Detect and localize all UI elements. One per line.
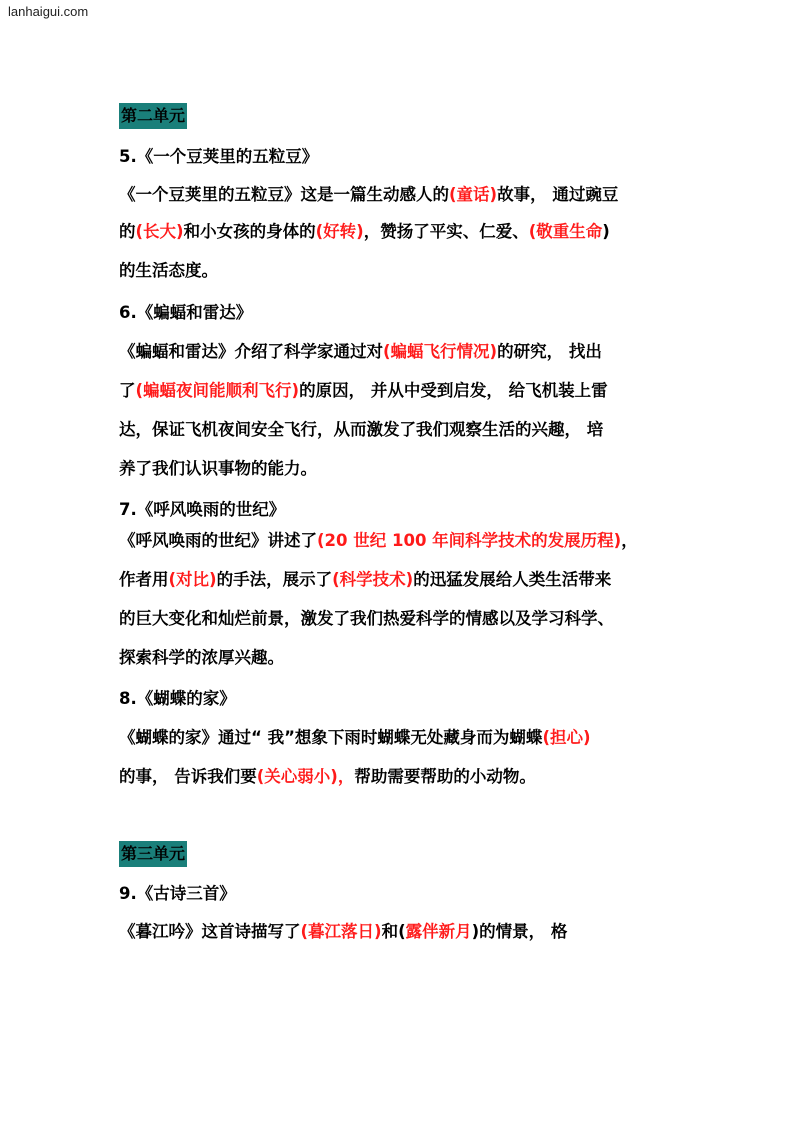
answer-highlight: (好转) (315, 222, 364, 241)
watermark: lanhaigui.com (8, 4, 89, 19)
section-heading: 6.《蝙蝠和雷达》 (119, 303, 253, 322)
paragraph-line: 的(长大)和小女孩的身体的(好转)，赞扬了平实、仁爱、(敬重生命) (119, 222, 610, 241)
answer-highlight: (对比) (168, 570, 217, 589)
unit-label: 第二单元 (119, 103, 187, 129)
answer-highlight: (敬重生命 (528, 222, 603, 241)
paragraph-line: 的事， 告诉我们要(关心弱小)，帮助需要帮助的小动物。 (119, 767, 536, 786)
paragraph-line: 《一个豆荚里的五粒豆》这是一篇生动感人的(童话)故事， 通过豌豆 (119, 185, 619, 204)
answer-highlight: (蝙蝠飞行情况) (383, 342, 498, 361)
unit-label: 第三单元 (119, 841, 187, 867)
section-heading: 9.《古诗三首》 (119, 884, 236, 903)
paragraph-line: 《呼风唤雨的世纪》讲述了(20 世纪 100 年间科学技术的发展历程)， (119, 531, 638, 550)
section-heading: 8.《蝴蝶的家》 (119, 689, 236, 708)
answer-highlight: (童话) (449, 185, 498, 204)
answer-highlight: (20 世纪 100 年间科学技术的发展历程) (317, 531, 622, 550)
paragraph-line: 探索科学的浓厚兴趣。 (119, 648, 284, 667)
section-heading: 7.《呼风唤雨的世纪》 (119, 500, 286, 519)
section-heading: 5.《一个豆荚里的五粒豆》 (119, 147, 319, 166)
answer-highlight: (蝙蝠夜间能顺利飞行) (135, 381, 300, 400)
answer-highlight: (长大) (135, 222, 184, 241)
answer-highlight: (关心弱小)， (256, 767, 355, 786)
answer-highlight: (暮江落日) (300, 922, 382, 941)
answer-highlight: (科学技术) (332, 570, 414, 589)
paragraph-line: 的生活态度。 (119, 261, 218, 280)
answer-highlight: 露伴新月 (405, 922, 472, 941)
paragraph-line: 《蝙蝠和雷达》介绍了科学家通过对(蝙蝠飞行情况)的研究， 找出 (119, 342, 602, 361)
paragraph-line: 养了我们认识事物的能力。 (119, 459, 317, 478)
paragraph-line: 《暮江吟》这首诗描写了(暮江落日)和(露伴新月)的情景， 格 (119, 922, 568, 941)
answer-highlight: (担心) (542, 728, 591, 747)
paragraph-line: 的巨大变化和灿烂前景，激发了我们热爱科学的情感以及学习科学、 (119, 609, 614, 628)
paragraph-line: 达，保证飞机夜间安全飞行，从而激发了我们观察生活的兴趣， 培 (119, 420, 604, 439)
paragraph-line: 了(蝙蝠夜间能顺利飞行)的原因， 并从中受到启发， 给飞机装上雷 (119, 381, 608, 400)
paragraph-line: 作者用(对比)的手法，展示了(科学技术)的迅猛发展给人类生活带来 (119, 570, 612, 589)
paragraph-line: 《蝴蝶的家》通过“ 我”想象下雨时蝴蝶无处藏身而为蝴蝶(担心) (119, 728, 591, 747)
